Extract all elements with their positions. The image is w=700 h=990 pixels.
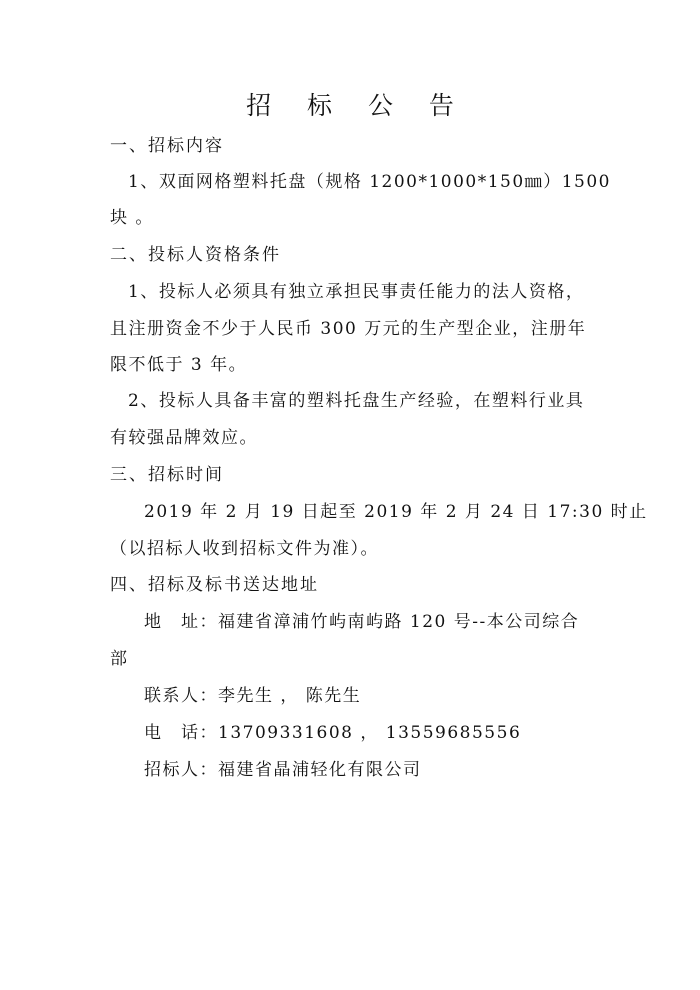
section-heading-address: 四、招标及标书送达地址 bbox=[110, 575, 319, 595]
address-line-2: 部 bbox=[110, 649, 129, 669]
section-heading-time: 三、招标时间 bbox=[110, 465, 224, 485]
qualification-1-line-3: 限不低于 3 年。 bbox=[110, 355, 248, 375]
qualification-2-line-2: 有较强品牌效应。 bbox=[110, 428, 258, 448]
qualification-2-line-1: 2、投标人具备丰富的塑料托盘生产经验，在塑料行业具 bbox=[128, 391, 585, 411]
qualification-1-line-1: 1、投标人必须具有独立承担民事责任能力的法人资格， bbox=[128, 282, 585, 302]
content-item-1-line-2: 块 。 bbox=[110, 208, 154, 228]
address-line-1: 地 址：福建省漳浦竹屿南屿路 120 号--本公司综合 bbox=[144, 612, 580, 632]
qualification-1-line-2: 且注册资金不少于人民币 300 万元的生产型企业，注册年 bbox=[110, 319, 587, 339]
tender-time-line-1: 2019 年 2 月 19 日起至 2019 年 2 月 24 日 17:30 时止 bbox=[144, 502, 648, 522]
section-heading-qualifications: 二、投标人资格条件 bbox=[110, 245, 281, 265]
tendering-company: 招标人：福建省晶浦轻化有限公司 bbox=[144, 760, 422, 780]
tender-time-line-2: （以招标人收到招标文件为准）。 bbox=[110, 539, 379, 559]
page-title: 招 标 公 告 bbox=[246, 91, 468, 120]
contact-person: 联系人：李先生 ， 陈先生 bbox=[144, 686, 362, 706]
contact-phone: 电 话：13709331608 ， 13559685556 bbox=[144, 723, 522, 743]
section-heading-content: 一、招标内容 bbox=[110, 136, 224, 156]
content-item-1-line-1: 1、双面网格塑料托盘（规格 1200*1000*150㎜）1500 bbox=[128, 172, 611, 192]
